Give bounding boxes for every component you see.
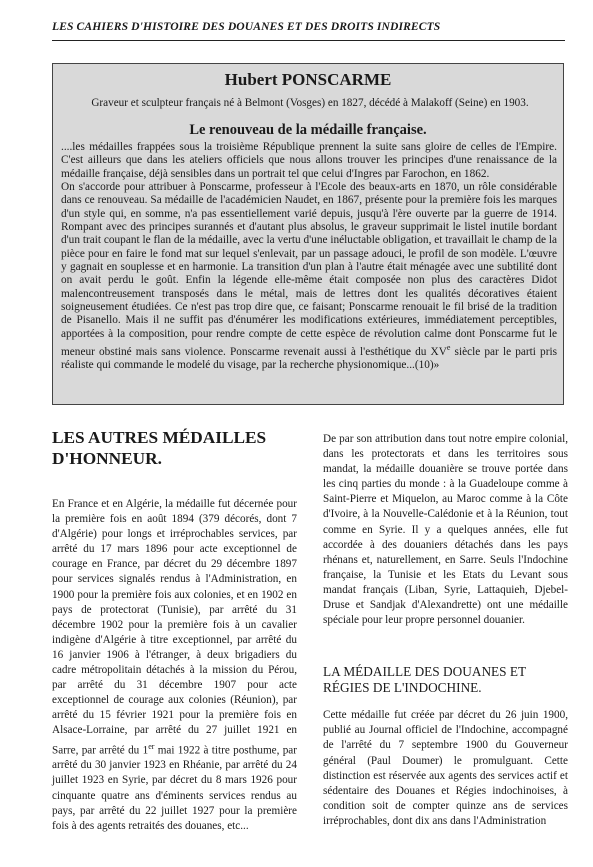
section-title-line: D'HONNEUR. — [52, 449, 162, 468]
section-title-line: LES AUTRES MÉDAILLES — [52, 428, 267, 447]
spacer — [323, 628, 568, 664]
section-title — [52, 427, 297, 469]
ordinal-superscript: er — [148, 741, 155, 751]
box-title: Hubert PONSCARME — [224, 70, 392, 89]
left-column — [52, 427, 297, 834]
box-lead: Graveur et sculpteur français né à Belmont (Vosges) en 1827, décédé à Malakoff (Seine) en 1903. — [91, 97, 529, 109]
subsection-title-line: RÉGIES DE L'INDOCHINE. — [323, 680, 482, 696]
box-subtitle: Le renouveau de la médaille française. — [189, 122, 427, 138]
left-paragraph-end: mai 1922 à titre posthume, par arrêté du 30 janvier 1923 en Rhéanie, par arrêté du 24 juillet 1923 en Syrie, par décret du 8 mars 1926 pour cinquante quatre ans d'éminents services rendus au pays, par arrêté du 22 juillet 1927 pour la première fois à des agents retraités des douanes, etc... — [52, 744, 297, 832]
box-body — [61, 141, 557, 373]
left-paragraph-text: En France et en Algérie, la médaille fut décernée pour la première fois en août 1894 (379 décorés, dont 7 d'Algérie) pour longs et irréprochables services, par arrêté du 17 mars 1896 pour acte exceptionnel de courage en France, par décret du 29 décembre 1897 pour services signalés rendus à l'Administration, en 1900 pour la première fois aux colonies, et en 1902 en pays de protectorat (Tunisie), par arrêté du 31 décembre 1902 pour la première fois à un cavalier indigène d'Algérie à titre exceptionnel, par arrêté du 16 janvier 1906 à l'étranger, à deux brigadiers du cadre métropolitain détachés à la mission du Pérou, par arrêté du 31 décembre 1907 pour acte exceptionnel de courage aux colonies (Réunion), par arrêté du 15 février 1921 pour la première fois en Alsace-Lorraine, par arrêté du 27 juillet 1921 en Sarre, par arrêté du 1 — [52, 498, 297, 757]
box-paragraph: ....les médailles frappées sous la troisième République prennent la suite sans gloire de celles de l'Empire. C'est ailleurs que dans les ateliers officiels que nous allons trouver les principes d'une renaissance de la médaille française, déjà sensibles dans un portrait tel que celui d'Ingres par Farochon, en 1862. — [61, 141, 557, 180]
running-header: LES CAHIERS D'HISTOIRE DES DOUANES ET DES DROITS INDIRECTS — [52, 20, 441, 33]
spacer — [323, 696, 568, 708]
box-paragraph — [61, 181, 557, 373]
right-paragraph: Cette médaille fut créée par décret du 26 juin 1900, publié au Journal officiel de l'Indochine, accompagné de l'arrêté du 7 septembre 1900 du Gouverneur général (Paul Doumer) le promulguant. Cette distinction est réservée aux agents des services actif et sédentaire des Douanes et Régies indochinoises, à condition soit de compter quinze ans de services irréprochables, dont dix ans dans l'Administration — [323, 709, 568, 827]
right-column — [323, 432, 568, 829]
header-rule — [52, 40, 565, 41]
subsection-title — [323, 664, 568, 696]
biography-box — [52, 63, 564, 405]
century-superscript: e — [446, 343, 451, 353]
subsection-title-line: LA MÉDAILLE DES DOUANES ET — [323, 664, 527, 680]
box-paragraph-end: siècle par le parti pris réaliste qui commande le modelé du visage, par la recherche physionomique...(10)» — [61, 345, 557, 372]
left-paragraph — [52, 497, 297, 834]
box-paragraph-text: On s'accorde pour attribuer à Ponscarme, professeur à l'Ecole des beaux-arts en 1870, un rôle considérable dans ce renouveau. Sa médaille de l'académicien Naudet, en 1867, présente pour la première fois les marques d'un style qui, en somme, n'a pas essentiellement varié depuis, jusqu'à l'ère ouverte par la guerre de 1914. Rompant avec des principes surannés et d'autant plus absolus, le graveur supprimait le listel inutile bordant d'un trait coupant le flan de la médaille, avec la vertu d'une inéluctable obligation, et travaillait le champ de la pièce pour en faire le fond mat sur lequel s'enlevait, par un passage adouci, le profil de son modèle. L'œuvre y gagnait en souplesse et en harmonie. La transition d'un plan à l'autre était ménagée avec une subtilité dont on avait perdu le goût. Enfin la légende elle-même était composée non plus des caractères Didot malencontreusement transposés dans le métal, mais de lettres dont les qualités décoratives étaient soigneusement étudiées. Ce n'est pas trop dire que, ce faisant; Ponscarme renouait le fil brisé de la tradition de Pisanello. Mais il ne suffit pas d'énumérer les modifications extérieures, immédiatement perceptibles, apportées à la composition, pour rendre compte de cette espèce de révolution calme dont Ponscarme fut le meneur obstiné mais sans violence. Ponscarme revenait aussi à l'esthétique du XV — [61, 181, 557, 358]
right-paragraph: De par son attribution dans tout notre empire colonial, dans les protectorats et dans les territoires sous mandat, la médaille douanière se trouve portée dans les cinq parties du monde : à la Guadeloupe comme à Saint-Pierre et Miquelon, au Maroc comme à la Côte d'Ivoire, à la Nouvelle-Calédonie et à la Réunion, tout comme en Syrie. Il y a quelques années, elle fut accordée à des douaniers détachés dans les pays rhénans et, naturellement, en Sarre. Seuls l'Indochine française, la Tunisie et les Etats du Levant sous mandat français (Liban, Syrie, Lattaquieh, Djebel-Druse et Sandjak d'Alexandrette) ont une médaille spéciale pour leur propre personnel douanier. — [323, 433, 568, 627]
